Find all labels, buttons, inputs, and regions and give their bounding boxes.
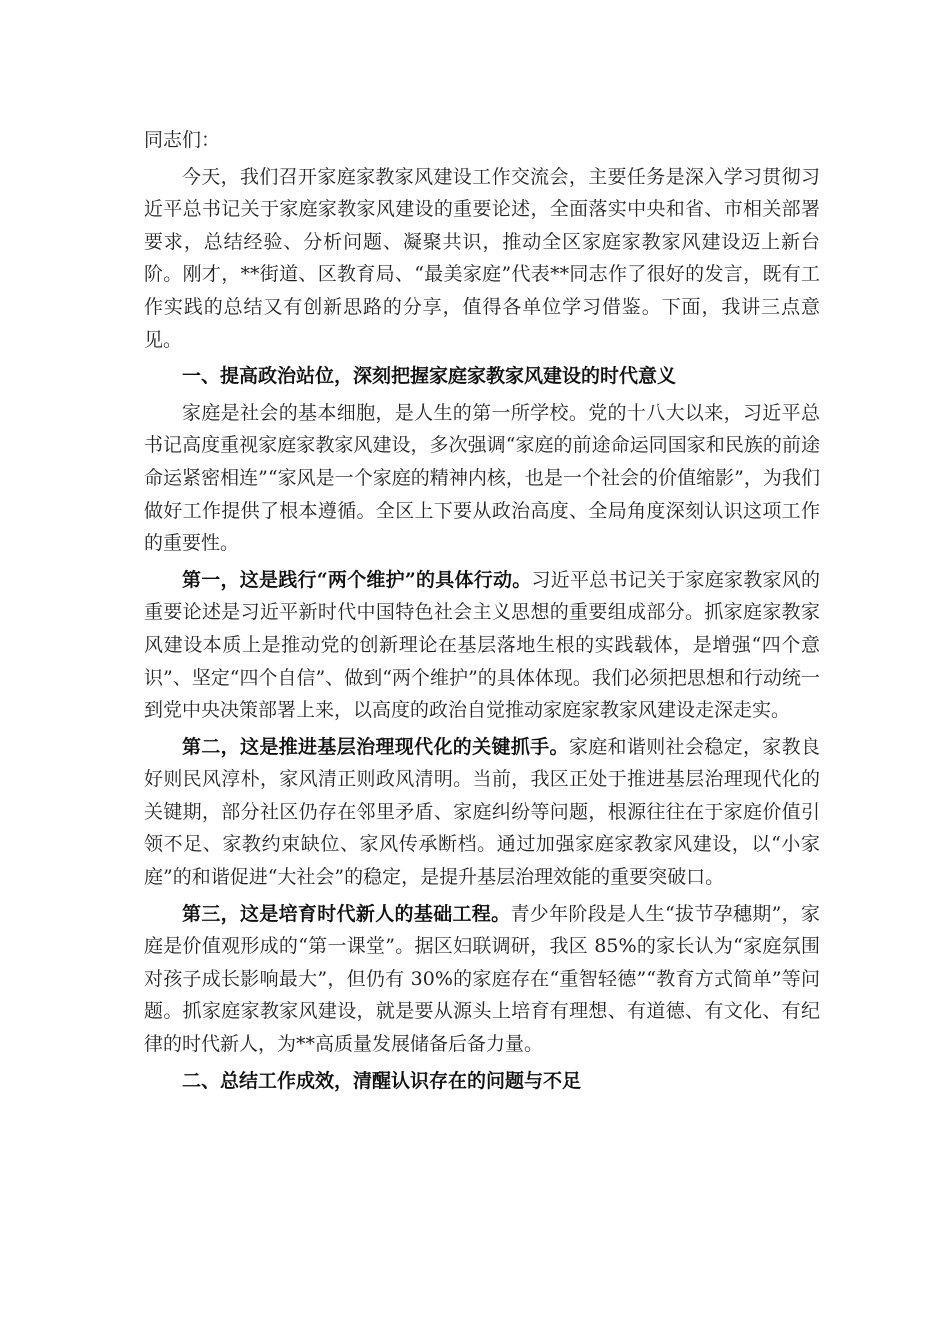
intro-paragraph: 今天，我们召开家庭家教家风建设工作交流会，主要任务是深入学习贯彻习近平总书记关于家庭家教家风建设的重要论述，全面落实中央和省、市相关部署要求，总结经验、分析问题、凝聚共识，推动全区家庭家教家风建设迈上新台阶。刚才，**街道、区教育局、“最美家庭”代表**同志作了很好的发言，既有工作实践的总结又有创新思路的分享，值得各单位学习借鉴。下面，我讲三点意见。 — [144, 165, 820, 351]
point-1-lead: 第一，这是践行“两个维护”的具体行动。 — [182, 568, 532, 591]
point-1-body: 习近平总书记关于家庭家教家风的重要论述是习近平新时代中国特色社会主义思想的重要组成部分。抓家庭家教家风建设本质上是推动党的创新理论在基层落地生根的实践载体，是增强“四个意识”、坚定“四个自信”、做到“两个维护”的具体体现。我们必须把思想和行动统一到党中央决策部署上来，以高度的政治自觉推动家庭家教家风建设走深走实。 — [144, 568, 820, 722]
point-3-paragraph — [144, 898, 820, 1061]
section-heading-2: 二、总结工作成效，清醒认识存在的问题与不足 — [182, 1069, 582, 1092]
point-2-body: 家庭和谐则社会稳定，家教良好则民风淳朴，家风清正则政风清明。当前，我区正处于推进基层治理现代化的关键期，部分社区仍存在邻里矛盾、家庭纠纷等问题，根源往往在于家庭价值引领不足、家教约束缺位、家风传承断档。通过加强家庭家教家风建设，以“小家庭”的和谐促进“大社会”的稳定，是提升基层治理效能的重要突破口。 — [144, 735, 820, 889]
point-3-lead: 第三，这是培育时代新人的基础工程。 — [182, 902, 511, 925]
section-heading-1: 一、提高政治站位，深刻把握家庭家教家风建设的时代意义 — [182, 365, 677, 388]
section-1-paragraph: 家庭是社会的基本细胞，是人生的第一所学校。党的十八大以来，习近平总书记高度重视家庭家教家风建设，多次强调“家庭的前途命运同国家和民族的前途命运紧密相连”“家风是一个家庭的精神内核，也是一个社会的价值缩影”，为我们做好工作提供了根本遵循。全区上下要从政治高度、全局角度深刻认识这项工作的重要性。 — [144, 401, 820, 555]
point-3-body: 青少年阶段是人生“拔节孕穗期”，家庭是价值观形成的“第一课堂”。据区妇联调研，我区 85%的家长认为“家庭氛围对孩子成长影响最大”，但仍有 30%的家庭存在“重智轻德”“教育方式简单”等问题。抓家庭家教家风建设，就是要从源头上培育有理想、有道德、有文化、有纪律的时代新人，为**高质量发展储备后备力量。 — [144, 902, 820, 1056]
point-2-paragraph — [144, 731, 820, 894]
point-2-lead: 第二，这是推进基层治理现代化的关键抓手。 — [182, 735, 569, 758]
salutation: 同志们： — [144, 129, 221, 151]
point-1-paragraph — [144, 564, 820, 727]
